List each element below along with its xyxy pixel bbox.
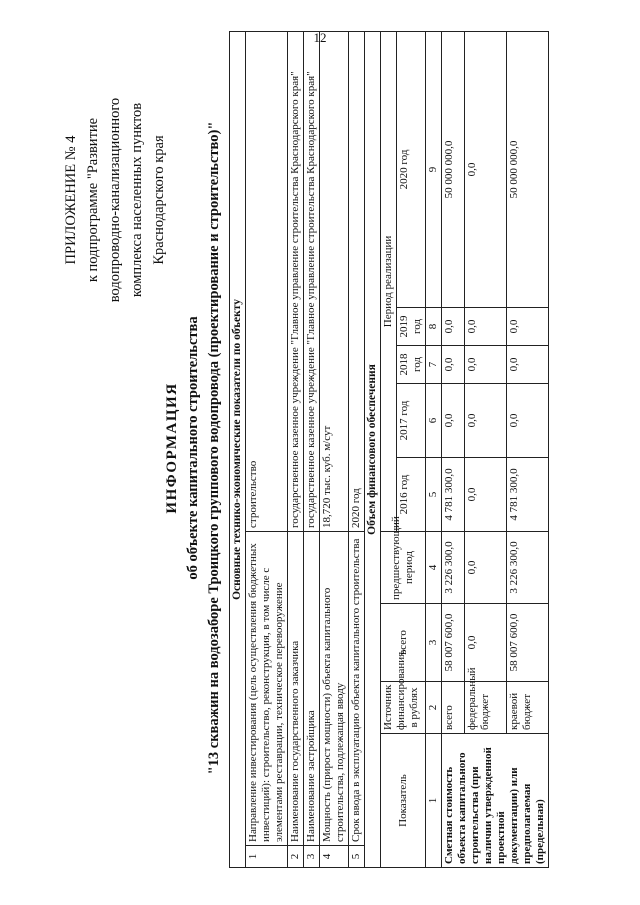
row-number: 4	[320, 846, 349, 868]
row-label: Мощность (прирост мощности) объекта капитального строительства, подлежащая вводу	[320, 532, 349, 846]
title-subheading: об объекте капитального строительства	[185, 316, 201, 580]
table-row	[288, 31, 304, 867]
row-label: Наименование государственного заказчика	[288, 532, 304, 846]
info-table	[229, 31, 549, 868]
value-cell: 4 781 300,0	[442, 458, 465, 532]
col-header-year: 2017 год	[397, 384, 426, 458]
funding-source: федеральный бюджет	[465, 682, 507, 734]
column-index: 4	[426, 532, 442, 604]
value-cell: 58 007 600,0	[442, 604, 465, 682]
value-cell: 0,0	[465, 532, 507, 604]
column-index: 6	[426, 384, 442, 458]
value-cell: 0,0	[465, 308, 507, 346]
col-header-year: 2018 год	[397, 346, 426, 384]
column-index-row	[426, 31, 442, 867]
column-index: 2	[426, 682, 442, 734]
column-index: 9	[426, 31, 442, 307]
table-row	[442, 31, 465, 867]
value-cell: 0,0	[465, 604, 507, 682]
title-heading: ИНФОРМАЦИЯ	[164, 382, 180, 514]
row-value: государственное казенное учреждение "Главное управление строительства Краснодарского края"	[304, 31, 320, 531]
value-cell: 58 007 600,0	[507, 604, 549, 682]
table-row	[320, 31, 349, 867]
row-value: строительство	[246, 31, 288, 531]
column-index: 1	[426, 734, 442, 868]
document-title	[162, 28, 225, 868]
value-cell: 50 000 000,0	[442, 31, 465, 307]
appendix-line: комплекса населенных пунктов	[129, 102, 145, 298]
col-header-year: 2019 год	[397, 308, 426, 346]
column-index: 7	[426, 346, 442, 384]
appendix-line: водопроводно-канализационного	[107, 97, 123, 303]
col-header-previous: предшествующий период	[381, 532, 426, 604]
row-label: Направление инвестирования (цель осуществления бюджетных инвестиций): строительство, реконструкция, в том числе с элементами реставрации, техническое перевооружение	[246, 532, 288, 846]
appendix-line: ПРИЛОЖЕНИЕ № 4	[63, 135, 79, 265]
col-header-total: всего	[381, 604, 426, 682]
value-cell: 0,0	[465, 458, 507, 532]
table-header-row	[381, 31, 397, 867]
row-label: Срок ввода в эксплуатацию объекта капитального строительства	[349, 532, 365, 846]
appendix-block	[60, 40, 170, 360]
value-cell: 0,0	[465, 384, 507, 458]
appendix-line: к подпрограмме "Развитие	[85, 117, 101, 283]
object-name: "13 скважин на водозаборе Троицкого группового водопровода (проектирование и строительство)"	[206, 121, 222, 775]
value-cell: 0,0	[507, 308, 549, 346]
row-value: 18,720 тыс. куб. м/сут	[320, 31, 349, 531]
value-cell: 0,0	[507, 384, 549, 458]
section-header-row	[365, 31, 381, 867]
value-cell: 0,0	[465, 31, 507, 307]
table-row	[304, 31, 320, 867]
section1-header: Основные технико-экономические показатели по объекту	[230, 31, 246, 867]
col-header-source: Источник финансирования, в рублях	[381, 682, 426, 734]
rotated-page-content	[52, 28, 546, 868]
column-index: 5	[426, 458, 442, 532]
funding-source: краевой бюджет	[507, 682, 549, 734]
value-cell: 50 000 000,0	[507, 31, 549, 307]
row-value: государственное казенное учреждение "Главное управление строительства Краснодарского края"	[288, 31, 304, 531]
indicator-label: Сметная стоимость объекта капитального строительства (при наличии утвержденной проектной документации) или предполагаемая (предельная)	[442, 734, 549, 868]
section-header-row	[230, 31, 246, 867]
row-number: 2	[288, 846, 304, 868]
col-header-indicator: Показатель	[381, 734, 426, 868]
row-label: Наименование застройщика	[304, 532, 320, 846]
table-row	[246, 31, 288, 867]
value-cell: 3 226 300,0	[507, 532, 549, 604]
table-row	[349, 31, 365, 867]
value-cell: 0,0	[442, 308, 465, 346]
col-header-year: 2020 год	[397, 31, 426, 307]
column-index: 8	[426, 308, 442, 346]
row-number: 1	[246, 846, 288, 868]
row-number: 5	[349, 846, 365, 868]
value-cell: 4 781 300,0	[507, 458, 549, 532]
value-cell: 0,0	[442, 346, 465, 384]
value-cell: 0,0	[465, 346, 507, 384]
col-header-period: Период реализации	[381, 31, 397, 531]
column-index: 3	[426, 604, 442, 682]
funding-source: всего	[442, 682, 465, 734]
section2-header: Объем финансового обеспечения	[365, 31, 381, 867]
col-header-year: 2016 год	[397, 458, 426, 532]
row-number: 3	[304, 846, 320, 868]
row-value: 2020 год	[349, 31, 365, 531]
page-number: 12	[313, 30, 327, 45]
value-cell: 3 226 300,0	[442, 532, 465, 604]
appendix-line: Краснодарского края	[151, 135, 167, 265]
value-cell: 0,0	[507, 346, 549, 384]
value-cell: 0,0	[442, 384, 465, 458]
